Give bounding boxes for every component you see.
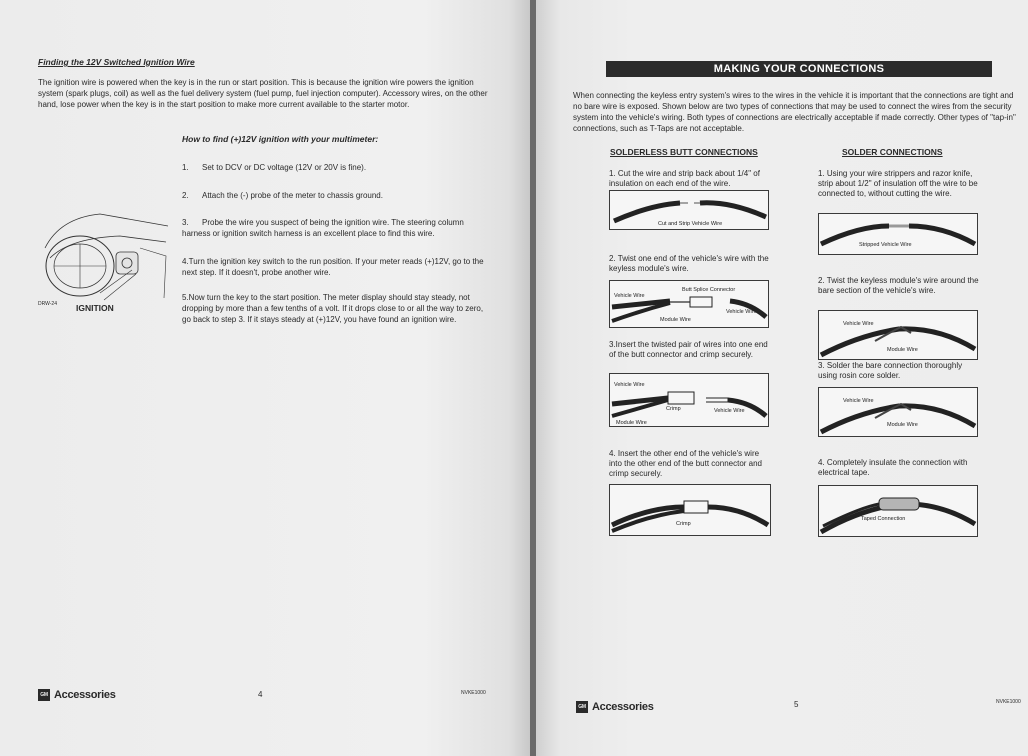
fig-label-d: Module Wire	[660, 317, 691, 323]
solder-figure-1	[818, 213, 978, 255]
step-text: Attach the (-) probe of the meter to chassis ground.	[202, 191, 383, 200]
solder-figure-4	[818, 485, 978, 537]
solder-step-4: 4. Completely insulate the connection with electrical tape.	[818, 458, 968, 477]
butt-step-4: 4. Insert the other end of the vehicle's wire into the other end of the butt connector and crimp securely.	[609, 449, 762, 478]
twist-solder-diagram	[819, 311, 977, 359]
butt-figure-1	[609, 190, 769, 230]
fig-label-b: Butt Splice Connector	[682, 287, 736, 293]
footer-brand: Accessories	[592, 701, 654, 713]
fig-label-c: Module Wire	[616, 420, 647, 426]
butt-figure-2	[609, 280, 769, 328]
step-number: 5.	[182, 293, 189, 302]
gm-logo-icon: GM	[576, 701, 588, 713]
howto-title: How to find (+)12V ignition with your multimeter:	[182, 134, 379, 144]
fig-label: Cut and Strip Vehicle Wire	[658, 221, 723, 227]
step-number: 4.	[182, 257, 189, 266]
footer-brand: Accessories	[54, 689, 116, 701]
cut-strip-diagram	[610, 191, 768, 229]
fig-label-a: Vehicle Wire	[843, 398, 874, 404]
step-number: 2.	[182, 191, 189, 200]
fig-label-c: Vehicle Wire	[726, 309, 757, 315]
step-text: Set to DCV or DC voltage (12V or 20V is fine).	[202, 163, 367, 172]
fig-label-a: Vehicle Wire	[614, 293, 645, 299]
solder-step-2: 2. Twist the keyless module's wire around the bare section of the vehicle's wire.	[818, 276, 979, 295]
footer-logo	[38, 689, 116, 701]
fig-label-b: Module Wire	[887, 422, 918, 428]
solderless-heading: SOLDERLESS BUTT CONNECTIONS	[610, 147, 758, 157]
solder-figure-3	[818, 387, 978, 437]
fig-label-b: Module Wire	[887, 347, 918, 353]
step-4	[182, 256, 492, 278]
gm-logo-icon: GM	[38, 689, 50, 701]
page-number: 5	[794, 700, 799, 709]
step-number: 3.	[182, 218, 189, 227]
step-text: Probe the wire you suspect of being the ignition wire. The steering column harness or ignition switch harness is an excellent place to find this wire.	[182, 218, 464, 238]
step-5	[182, 292, 492, 325]
stripped-wire-diagram	[819, 214, 977, 254]
fig-label: Crimp	[676, 521, 691, 527]
finished-butt-diagram	[610, 485, 770, 535]
fig-label-a: Vehicle Wire	[843, 321, 874, 327]
butt-step-2: 2. Twist one end of the vehicle's wire with the keyless module's wire.	[609, 254, 769, 273]
fig-label-b: Crimp	[666, 406, 681, 412]
doc-code: NVKE1000	[461, 690, 486, 696]
step-text: Now turn the key to the start position. The meter display should stay steady, not dropping by more than a few tenths of a volt. If it drops close to or all the way to zero, go back to step 3. If it stays steady at (+)12V, you have found an ignition wire.	[182, 293, 484, 324]
fig-label-d: Vehicle Wire	[714, 408, 745, 414]
step-1	[182, 162, 492, 173]
butt-step-1: 1. Cut the wire and strip back about 1/4" of insulation on each end of the wire.	[609, 169, 760, 188]
step-2	[182, 190, 492, 201]
butt-figure-4	[609, 484, 771, 536]
solder-figure-2	[818, 310, 978, 360]
ignition-illustration	[40, 208, 170, 308]
intro-paragraph: The ignition wire is powered when the key is in the run or start position. This is because the ignition wire powers the ignition system (spark plugs, coil) as well as the fuel delivery system (fuel pump, fuel injection computer). Accessory wires, on the other hand, lose power when the key is in the start position to make more current available to the starter motor.	[38, 78, 488, 109]
step-number: 1.	[182, 163, 189, 172]
fig-label-a: Vehicle Wire	[614, 382, 645, 388]
solder-step-3: 3. Solder the bare connection thoroughly using rosin core solder.	[818, 361, 963, 380]
footer-logo	[576, 701, 654, 713]
intro-paragraph: When connecting the keyless entry system's wires to the wires in the vehicle it is important that the connections are tight and no bare wire is exposed. Shown below are two types of connections that may be used to connect the wires from the security system into the vehicle's wiring. Both types of connections are electrically acceptable if made correctly. Other types of "tap-in" connections, such as T-Taps are not acceptable.	[573, 91, 1016, 133]
figure-code: DRW-24	[38, 301, 57, 307]
taped-diagram	[819, 486, 977, 536]
page-number: 4	[258, 690, 263, 699]
right-page	[536, 0, 1028, 756]
fig-label: Stripped Vehicle Wire	[859, 242, 912, 248]
step-text: Turn the ignition key switch to the run position. If your meter reads (+)12V, go to the next step. If it doesn't, probe another wire.	[182, 257, 484, 277]
doc-code: NVKE1000	[996, 699, 1021, 705]
butt-figure-3	[609, 373, 769, 427]
crimp-diagram	[610, 374, 768, 426]
step-3	[182, 217, 492, 239]
soldered-diagram	[819, 388, 977, 436]
twist-diagram	[610, 281, 768, 327]
fig-label: Taped Connection	[861, 516, 906, 522]
figure-label: IGNITION	[76, 303, 114, 313]
butt-step-3: 3.Insert the twisted pair of wires into one end of the butt connector and crimp securely.	[609, 340, 768, 359]
solder-heading: SOLDER CONNECTIONS	[842, 147, 943, 157]
section-title: Finding the 12V Switched Ignition Wire	[38, 57, 195, 67]
banner-title: MAKING YOUR CONNECTIONS	[606, 61, 992, 77]
solder-step-1: 1. Using your wire strippers and razor knife, strip about 1/2" of insulation off the wire to be connected to, without cutting the wire.	[818, 169, 978, 198]
